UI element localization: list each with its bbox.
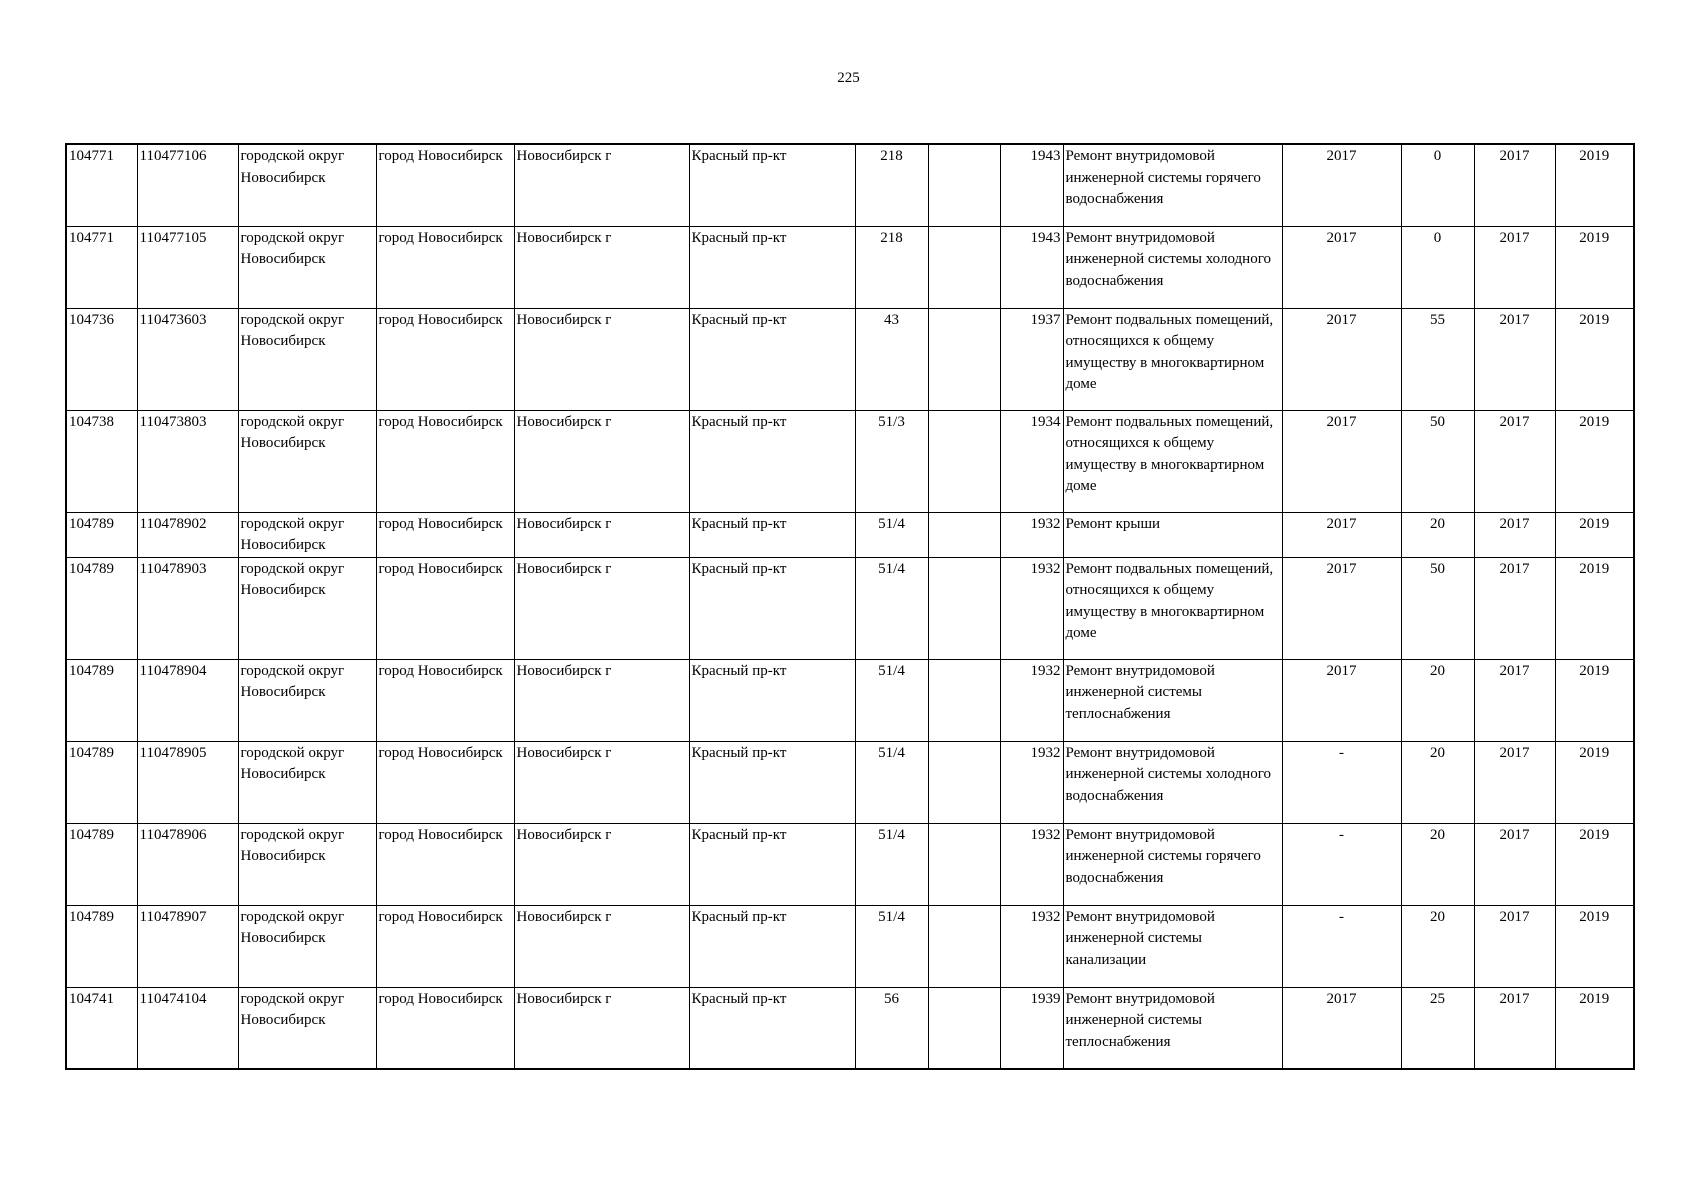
work-type-cell: Ремонт подвальных помещений, относящихся к общему имуществу в многоквартирном доме bbox=[1063, 308, 1282, 410]
district-cell: городской округ Новосибирск bbox=[238, 741, 376, 823]
wear-percent-cell: 20 bbox=[1401, 905, 1474, 987]
municipality-cell: город Новосибирск bbox=[376, 512, 514, 557]
settlement-cell: Новосибирск г bbox=[514, 823, 689, 905]
house-id-cell: 104789 bbox=[66, 512, 137, 557]
start-year-cell: 2017 bbox=[1474, 512, 1555, 557]
house-number-cell: 51/4 bbox=[855, 512, 928, 557]
last-repair-year-cell: 2017 bbox=[1282, 557, 1401, 659]
street-cell: Красный пр-кт bbox=[689, 512, 855, 557]
last-repair-year-cell: 2017 bbox=[1282, 659, 1401, 741]
start-year-cell: 2017 bbox=[1474, 987, 1555, 1069]
building-cell bbox=[928, 226, 1000, 308]
work-code-cell: 110478903 bbox=[137, 557, 238, 659]
house-number-cell: 51/4 bbox=[855, 741, 928, 823]
settlement-cell: Новосибирск г bbox=[514, 905, 689, 987]
district-cell: городской округ Новосибирск bbox=[238, 987, 376, 1069]
table-row bbox=[66, 144, 1634, 226]
house-number-cell: 218 bbox=[855, 144, 928, 226]
house-number-cell: 51/4 bbox=[855, 905, 928, 987]
building-cell bbox=[928, 308, 1000, 410]
street-cell: Красный пр-кт bbox=[689, 987, 855, 1069]
house-number-cell: 51/4 bbox=[855, 659, 928, 741]
wear-percent-cell: 50 bbox=[1401, 557, 1474, 659]
end-year-cell: 2019 bbox=[1555, 557, 1634, 659]
municipality-cell: город Новосибирск bbox=[376, 823, 514, 905]
year-built-cell: 1943 bbox=[1000, 226, 1063, 308]
work-code-cell: 110474104 bbox=[137, 987, 238, 1069]
house-id-cell: 104789 bbox=[66, 905, 137, 987]
start-year-cell: 2017 bbox=[1474, 823, 1555, 905]
wear-percent-cell: 20 bbox=[1401, 659, 1474, 741]
municipality-cell: город Новосибирск bbox=[376, 987, 514, 1069]
end-year-cell: 2019 bbox=[1555, 905, 1634, 987]
house-number-cell: 218 bbox=[855, 226, 928, 308]
settlement-cell: Новосибирск г bbox=[514, 308, 689, 410]
start-year-cell: 2017 bbox=[1474, 410, 1555, 512]
work-type-cell: Ремонт внутридомовой инженерной системы теплоснабжения bbox=[1063, 987, 1282, 1069]
wear-percent-cell: 55 bbox=[1401, 308, 1474, 410]
district-cell: городской округ Новосибирск bbox=[238, 308, 376, 410]
repair-registry-table bbox=[65, 143, 1635, 1070]
district-cell: городской округ Новосибирск bbox=[238, 557, 376, 659]
municipality-cell: город Новосибирск bbox=[376, 226, 514, 308]
settlement-cell: Новосибирск г bbox=[514, 659, 689, 741]
work-code-cell: 110478906 bbox=[137, 823, 238, 905]
work-code-cell: 110478907 bbox=[137, 905, 238, 987]
last-repair-year-cell: - bbox=[1282, 741, 1401, 823]
work-type-cell: Ремонт внутридомовой инженерной системы горячего водоснабжения bbox=[1063, 144, 1282, 226]
district-cell: городской округ Новосибирск bbox=[238, 144, 376, 226]
last-repair-year-cell: - bbox=[1282, 905, 1401, 987]
end-year-cell: 2019 bbox=[1555, 144, 1634, 226]
municipality-cell: город Новосибирск bbox=[376, 659, 514, 741]
street-cell: Красный пр-кт bbox=[689, 144, 855, 226]
street-cell: Красный пр-кт bbox=[689, 823, 855, 905]
year-built-cell: 1932 bbox=[1000, 659, 1063, 741]
wear-percent-cell: 50 bbox=[1401, 410, 1474, 512]
table-row bbox=[66, 987, 1634, 1069]
end-year-cell: 2019 bbox=[1555, 659, 1634, 741]
settlement-cell: Новосибирск г bbox=[514, 741, 689, 823]
last-repair-year-cell: 2017 bbox=[1282, 987, 1401, 1069]
work-code-cell: 110473803 bbox=[137, 410, 238, 512]
last-repair-year-cell: - bbox=[1282, 823, 1401, 905]
settlement-cell: Новосибирск г bbox=[514, 512, 689, 557]
table-row bbox=[66, 512, 1634, 557]
wear-percent-cell: 25 bbox=[1401, 987, 1474, 1069]
work-type-cell: Ремонт внутридомовой инженерной системы холодного водоснабжения bbox=[1063, 226, 1282, 308]
last-repair-year-cell: 2017 bbox=[1282, 512, 1401, 557]
house-id-cell: 104789 bbox=[66, 659, 137, 741]
last-repair-year-cell: 2017 bbox=[1282, 308, 1401, 410]
end-year-cell: 2019 bbox=[1555, 987, 1634, 1069]
last-repair-year-cell: 2017 bbox=[1282, 226, 1401, 308]
last-repair-year-cell: 2017 bbox=[1282, 144, 1401, 226]
settlement-cell: Новосибирск г bbox=[514, 410, 689, 512]
street-cell: Красный пр-кт bbox=[689, 741, 855, 823]
table-body bbox=[66, 144, 1634, 1069]
street-cell: Красный пр-кт bbox=[689, 905, 855, 987]
district-cell: городской округ Новосибирск bbox=[238, 410, 376, 512]
street-cell: Красный пр-кт bbox=[689, 226, 855, 308]
work-type-cell: Ремонт внутридомовой инженерной системы теплоснабжения bbox=[1063, 659, 1282, 741]
house-id-cell: 104741 bbox=[66, 987, 137, 1069]
house-id-cell: 104789 bbox=[66, 741, 137, 823]
settlement-cell: Новосибирск г bbox=[514, 557, 689, 659]
wear-percent-cell: 0 bbox=[1401, 144, 1474, 226]
building-cell bbox=[928, 987, 1000, 1069]
work-type-cell: Ремонт внутридомовой инженерной системы канализации bbox=[1063, 905, 1282, 987]
table-row bbox=[66, 659, 1634, 741]
street-cell: Красный пр-кт bbox=[689, 410, 855, 512]
wear-percent-cell: 20 bbox=[1401, 823, 1474, 905]
work-type-cell: Ремонт подвальных помещений, относящихся к общему имуществу в многоквартирном доме bbox=[1063, 557, 1282, 659]
street-cell: Красный пр-кт bbox=[689, 659, 855, 741]
district-cell: городской округ Новосибирск bbox=[238, 659, 376, 741]
building-cell bbox=[928, 557, 1000, 659]
house-number-cell: 43 bbox=[855, 308, 928, 410]
building-cell bbox=[928, 410, 1000, 512]
district-cell: городской округ Новосибирск bbox=[238, 823, 376, 905]
building-cell bbox=[928, 512, 1000, 557]
settlement-cell: Новосибирск г bbox=[514, 226, 689, 308]
work-type-cell: Ремонт внутридомовой инженерной системы холодного водоснабжения bbox=[1063, 741, 1282, 823]
wear-percent-cell: 20 bbox=[1401, 512, 1474, 557]
district-cell: городской округ Новосибирск bbox=[238, 905, 376, 987]
municipality-cell: город Новосибирск bbox=[376, 905, 514, 987]
house-id-cell: 104771 bbox=[66, 144, 137, 226]
wear-percent-cell: 0 bbox=[1401, 226, 1474, 308]
start-year-cell: 2017 bbox=[1474, 308, 1555, 410]
work-type-cell: Ремонт внутридомовой инженерной системы горячего водоснабжения bbox=[1063, 823, 1282, 905]
start-year-cell: 2017 bbox=[1474, 659, 1555, 741]
end-year-cell: 2019 bbox=[1555, 823, 1634, 905]
house-number-cell: 51/3 bbox=[855, 410, 928, 512]
year-built-cell: 1932 bbox=[1000, 741, 1063, 823]
municipality-cell: город Новосибирск bbox=[376, 308, 514, 410]
building-cell bbox=[928, 905, 1000, 987]
work-code-cell: 110473603 bbox=[137, 308, 238, 410]
street-cell: Красный пр-кт bbox=[689, 308, 855, 410]
year-built-cell: 1932 bbox=[1000, 557, 1063, 659]
municipality-cell: город Новосибирск bbox=[376, 410, 514, 512]
building-cell bbox=[928, 659, 1000, 741]
table-row bbox=[66, 905, 1634, 987]
settlement-cell: Новосибирск г bbox=[514, 987, 689, 1069]
start-year-cell: 2017 bbox=[1474, 905, 1555, 987]
work-type-cell: Ремонт крыши bbox=[1063, 512, 1282, 557]
house-id-cell: 104736 bbox=[66, 308, 137, 410]
house-id-cell: 104738 bbox=[66, 410, 137, 512]
house-number-cell: 56 bbox=[855, 987, 928, 1069]
start-year-cell: 2017 bbox=[1474, 226, 1555, 308]
end-year-cell: 2019 bbox=[1555, 308, 1634, 410]
end-year-cell: 2019 bbox=[1555, 410, 1634, 512]
work-code-cell: 110478905 bbox=[137, 741, 238, 823]
start-year-cell: 2017 bbox=[1474, 144, 1555, 226]
municipality-cell: город Новосибирск bbox=[376, 557, 514, 659]
settlement-cell: Новосибирск г bbox=[514, 144, 689, 226]
table-row bbox=[66, 226, 1634, 308]
house-number-cell: 51/4 bbox=[855, 557, 928, 659]
work-code-cell: 110478902 bbox=[137, 512, 238, 557]
building-cell bbox=[928, 144, 1000, 226]
house-id-cell: 104771 bbox=[66, 226, 137, 308]
end-year-cell: 2019 bbox=[1555, 226, 1634, 308]
year-built-cell: 1937 bbox=[1000, 308, 1063, 410]
year-built-cell: 1943 bbox=[1000, 144, 1063, 226]
end-year-cell: 2019 bbox=[1555, 741, 1634, 823]
last-repair-year-cell: 2017 bbox=[1282, 410, 1401, 512]
table-row bbox=[66, 557, 1634, 659]
municipality-cell: город Новосибирск bbox=[376, 144, 514, 226]
street-cell: Красный пр-кт bbox=[689, 557, 855, 659]
house-id-cell: 104789 bbox=[66, 557, 137, 659]
work-code-cell: 110477106 bbox=[137, 144, 238, 226]
page-number: 225 bbox=[837, 70, 860, 86]
house-number-cell: 51/4 bbox=[855, 823, 928, 905]
year-built-cell: 1932 bbox=[1000, 905, 1063, 987]
building-cell bbox=[928, 823, 1000, 905]
municipality-cell: город Новосибирск bbox=[376, 741, 514, 823]
year-built-cell: 1939 bbox=[1000, 987, 1063, 1069]
wear-percent-cell: 20 bbox=[1401, 741, 1474, 823]
year-built-cell: 1932 bbox=[1000, 512, 1063, 557]
district-cell: городской округ Новосибирск bbox=[238, 226, 376, 308]
table-row bbox=[66, 741, 1634, 823]
start-year-cell: 2017 bbox=[1474, 741, 1555, 823]
work-type-cell: Ремонт подвальных помещений, относящихся к общему имуществу в многоквартирном доме bbox=[1063, 410, 1282, 512]
work-code-cell: 110477105 bbox=[137, 226, 238, 308]
table-row bbox=[66, 308, 1634, 410]
year-built-cell: 1932 bbox=[1000, 823, 1063, 905]
start-year-cell: 2017 bbox=[1474, 557, 1555, 659]
house-id-cell: 104789 bbox=[66, 823, 137, 905]
end-year-cell: 2019 bbox=[1555, 512, 1634, 557]
work-code-cell: 110478904 bbox=[137, 659, 238, 741]
table-row bbox=[66, 823, 1634, 905]
building-cell bbox=[928, 741, 1000, 823]
table-row bbox=[66, 410, 1634, 512]
district-cell: городской округ Новосибирск bbox=[238, 512, 376, 557]
year-built-cell: 1934 bbox=[1000, 410, 1063, 512]
